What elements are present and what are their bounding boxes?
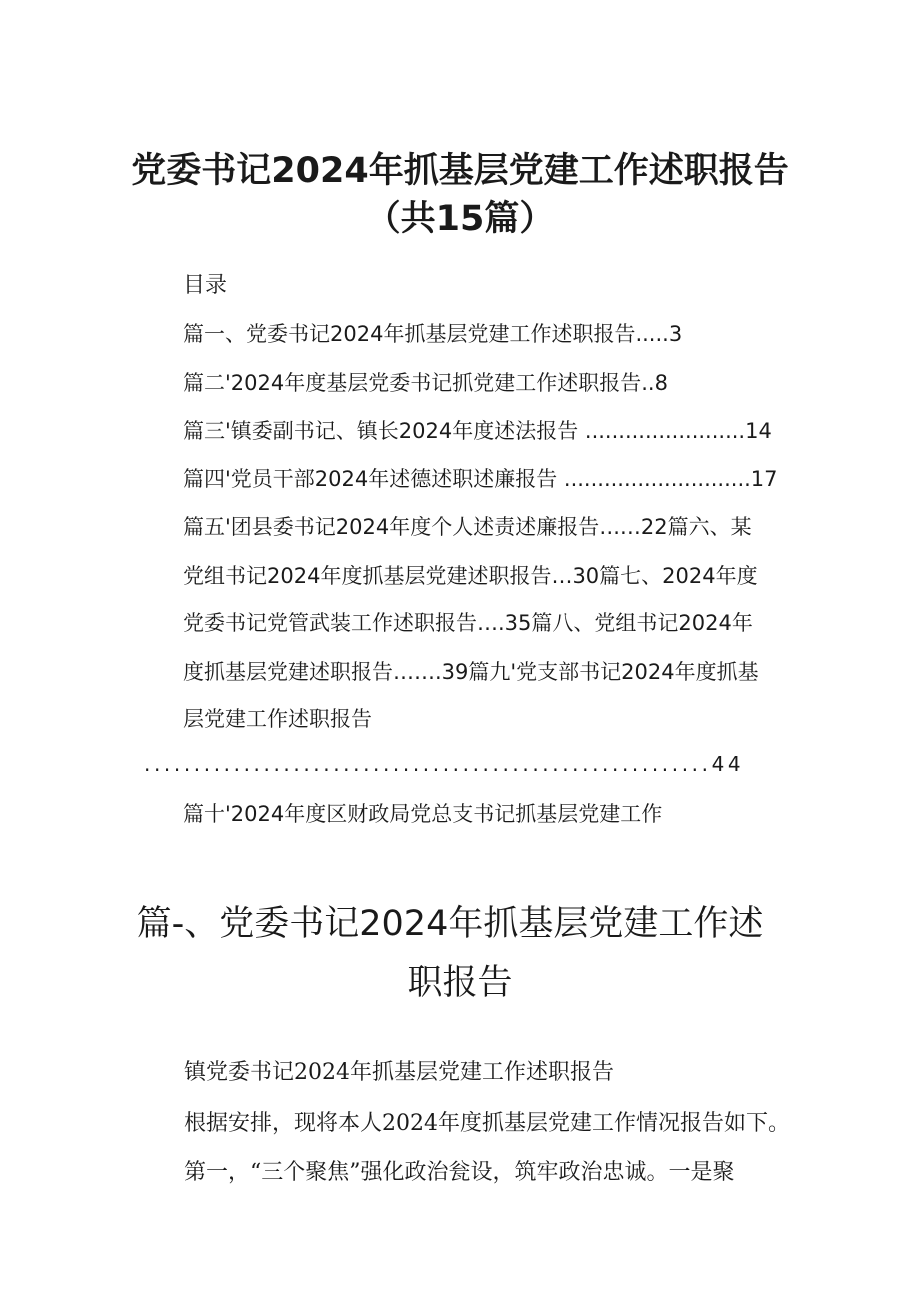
toc-heading: 目录 bbox=[183, 273, 228, 298]
toc-entry[interactable]: 篇十'2024年度区财政局党总支书记抓基层党建工作 bbox=[183, 802, 663, 826]
toc-entry[interactable]: 篇五'团县委书记2024年度个人述责述廉报告‥.…22篇六、某 bbox=[183, 515, 752, 539]
toc-entry[interactable]: 党组书记2024年度抓基层党建述职报告…30篇七、2024年度 bbox=[183, 564, 758, 588]
body-paragraph-line: 第一，“三个聚焦”强化政治瓮设，筑牢政治忠诚。一是聚 bbox=[184, 1160, 735, 1185]
section-title-line-2: 职报告 bbox=[407, 963, 513, 1003]
toc-entry[interactable]: 度抓基层党建述职报告…….39篇九'党支部书记2024年度抓基 bbox=[183, 660, 759, 684]
toc-entry[interactable]: 篇一、党委书记2024年抓基层党建工作述职报告.....3 bbox=[183, 322, 683, 346]
toc-entry[interactable]: 篇二'2024年度基层党委书记抓党建工作述职报告..8 bbox=[183, 371, 668, 395]
toc-entry[interactable]: 篇三'镇委副书记、镇长2024年度述法报告 ........................14 bbox=[183, 419, 772, 443]
document-title-line-2: （共15篇） bbox=[365, 199, 555, 239]
section-title-line-1: 篇-、党委书记2024年抓基层党建工作述 bbox=[136, 904, 764, 944]
toc-leader-dots[interactable]: .........................................................44 bbox=[144, 752, 745, 776]
document-title-line-1: 党委书记2024年抓基层党建工作述职报告 bbox=[131, 151, 789, 191]
toc-entry[interactable]: 党委书记党管武装工作述职报告….35篇八、党组书记2024年 bbox=[183, 611, 753, 635]
toc-entry[interactable]: 层党建工作述职报告 bbox=[183, 707, 372, 731]
body-paragraph-line: 根据安排，现将本人2024年度抓基层党建工作情况报告如下。 bbox=[184, 1111, 790, 1136]
body-paragraph-line: 镇党委书记2024年抓基层党建工作述职报告 bbox=[184, 1060, 614, 1085]
toc-entry[interactable]: 篇四'党员干部2024年述德述职述廉报告 ............................17 bbox=[183, 467, 778, 491]
